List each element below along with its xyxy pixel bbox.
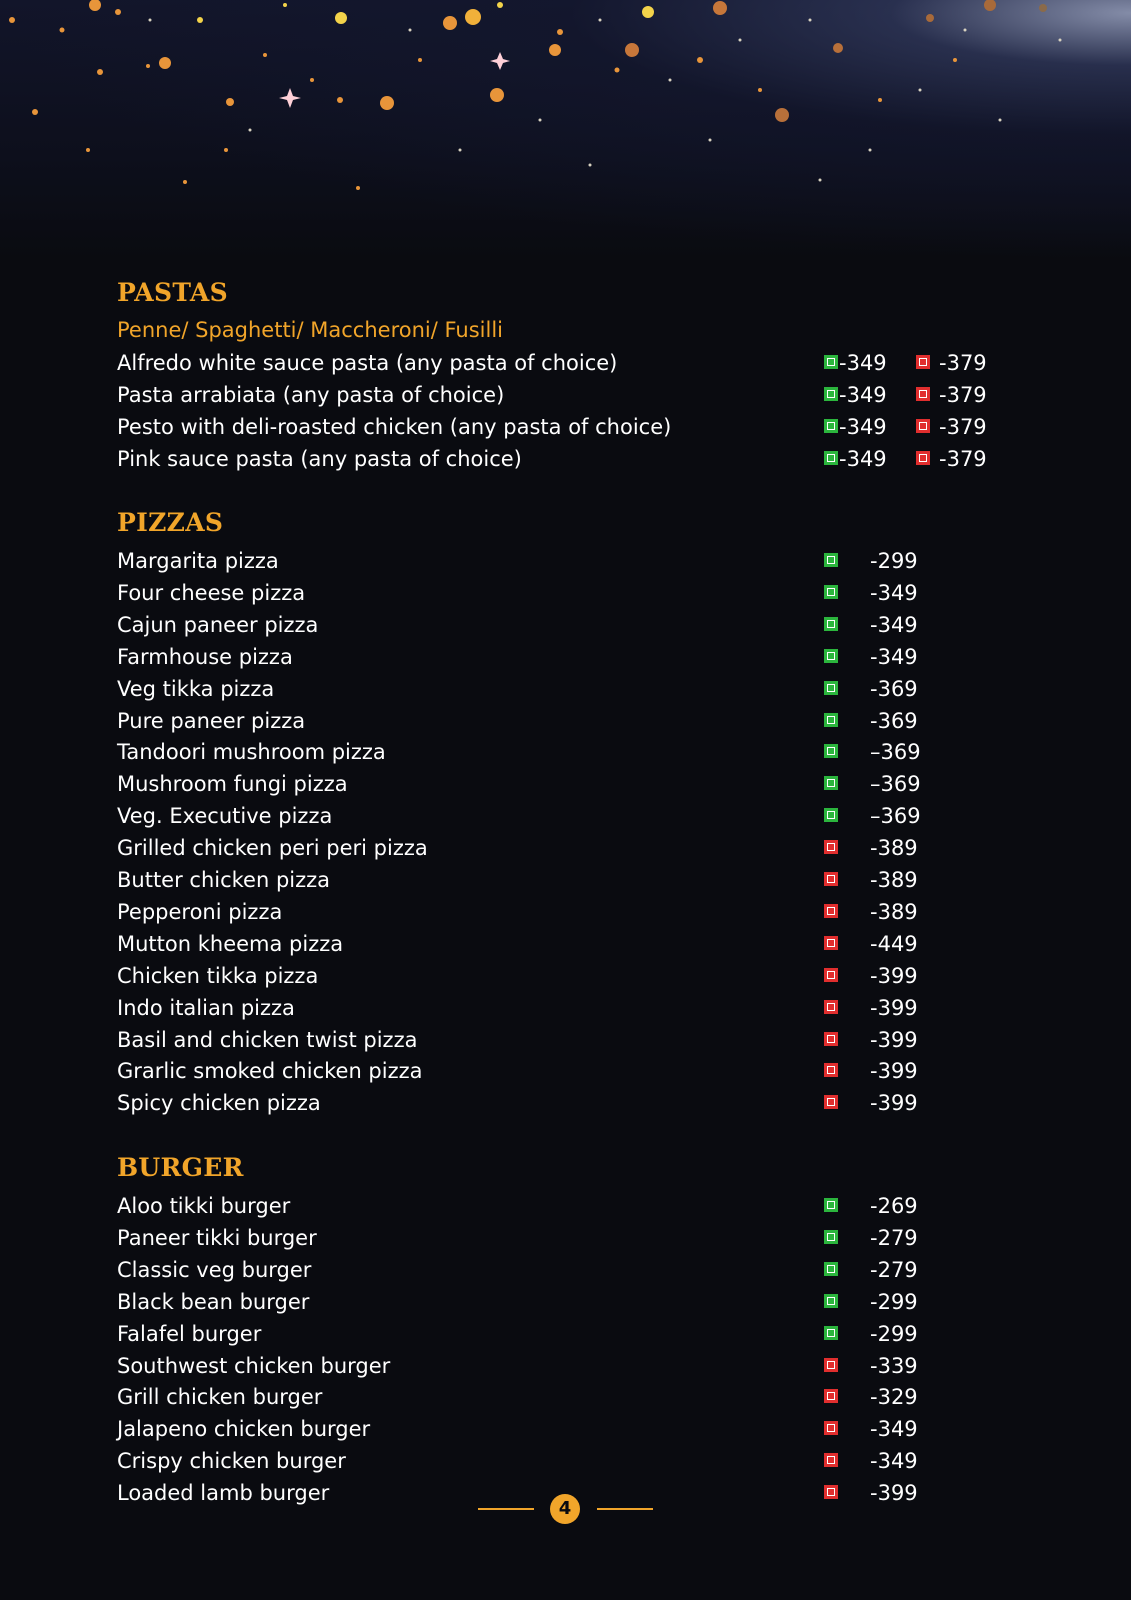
item-price: -399 <box>870 995 918 1020</box>
nonveg-icon <box>824 936 838 950</box>
menu-item <box>0 961 1131 991</box>
menu-item <box>0 546 1131 576</box>
menu-item <box>0 1382 1131 1412</box>
item-price: -329 <box>870 1385 918 1410</box>
item-price: -389 <box>870 868 918 892</box>
menu-item-name: Grill chicken burger <box>117 1385 323 1410</box>
nonveg-icon <box>824 840 838 854</box>
menu-item-name: Crispy chicken burger <box>117 1449 346 1474</box>
nonveg-price: -379 <box>939 446 987 471</box>
menu-item <box>0 1025 1131 1055</box>
menu-item-name: Aloo tikki burger <box>117 1194 291 1218</box>
menu-item-name: Jalapeno chicken burger <box>117 1417 371 1442</box>
nonveg-icon <box>916 387 930 401</box>
menu-item-name: Basil and chicken twist pizza <box>117 1027 418 1052</box>
nonveg-price: -379 <box>939 414 987 439</box>
menu-item <box>0 1223 1131 1253</box>
menu-item-name: Southwest chicken burger <box>117 1353 391 1378</box>
item-price: -349 <box>870 1449 918 1474</box>
section-title-pastas: PASTAS <box>117 278 228 307</box>
menu-item-name: Four cheese pizza <box>117 580 306 605</box>
menu-item-name: Chicken tikka pizza <box>117 963 319 988</box>
veg-icon <box>824 808 838 822</box>
section-title-pizzas: PIZZAS <box>117 508 224 537</box>
footer-divider-right <box>597 1508 653 1510</box>
item-price: -399 <box>870 1027 918 1052</box>
menu-item-name: Cajun paneer pizza <box>117 612 319 637</box>
menu-item-name: Mushroom fungi pizza <box>117 772 348 797</box>
nonveg-icon <box>916 355 930 369</box>
nonveg-icon <box>824 1421 838 1435</box>
item-price: -369 <box>870 676 918 701</box>
menu-item-name: Falafel burger <box>117 1321 262 1346</box>
menu-item-name: Loaded lamb burger <box>117 1481 330 1506</box>
footer-divider-left <box>478 1508 534 1510</box>
nonveg-icon <box>824 1358 838 1372</box>
veg-icon <box>824 1262 838 1276</box>
section-subtitle: Penne/ Spaghetti/ Maccheroni/ Fusilli <box>117 318 504 342</box>
menu-item <box>0 865 1131 895</box>
menu-item <box>0 993 1131 1023</box>
item-price: –369 <box>870 740 921 765</box>
menu-item <box>0 801 1131 831</box>
veg-icon <box>824 387 838 401</box>
item-price: -399 <box>870 1481 918 1506</box>
menu-item <box>0 1287 1131 1317</box>
item-price: -349 <box>870 580 918 605</box>
menu-item-name: Black bean burger <box>117 1289 310 1314</box>
nonveg-icon <box>824 872 838 886</box>
veg-icon <box>824 617 838 631</box>
nonveg-icon <box>824 904 838 918</box>
menu-item <box>0 1351 1131 1381</box>
page-number: 4 <box>550 1494 580 1524</box>
item-price: -279 <box>870 1225 918 1250</box>
veg-icon <box>824 1326 838 1340</box>
veg-icon <box>824 355 838 369</box>
menu-item-name: Veg tikka pizza <box>117 676 275 701</box>
menu-item <box>0 706 1131 736</box>
veg-icon <box>824 713 838 727</box>
veg-icon <box>824 419 838 433</box>
nonveg-price: -379 <box>939 351 987 375</box>
item-price: -369 <box>870 708 918 733</box>
menu-item <box>0 412 1131 442</box>
menu-item-name: Classic veg burger <box>117 1257 312 1282</box>
menu-item <box>0 1255 1131 1285</box>
menu-item <box>0 444 1131 474</box>
item-price: -449 <box>870 931 918 956</box>
veg-icon <box>824 649 838 663</box>
menu-item-name: Alfredo white sauce pasta (any pasta of choice) <box>117 351 618 375</box>
menu-item-name: Pepperoni pizza <box>117 899 283 924</box>
menu-item-name: Veg. Executive pizza <box>117 804 333 829</box>
veg-icon <box>824 1230 838 1244</box>
menu-item <box>0 1056 1131 1086</box>
menu-item <box>0 897 1131 927</box>
sparkle-decoration <box>0 0 1131 200</box>
menu-item-name: Mutton kheema pizza <box>117 931 344 956</box>
item-price: -399 <box>870 1091 918 1116</box>
nonveg-icon <box>824 1063 838 1077</box>
item-price: -279 <box>870 1257 918 1282</box>
menu-item-name: Butter chicken pizza <box>117 868 331 892</box>
veg-icon <box>824 585 838 599</box>
menu-item <box>0 769 1131 799</box>
item-price: -299 <box>870 549 918 573</box>
nonveg-icon <box>916 419 930 433</box>
veg-price: -349 <box>839 382 887 407</box>
item-price: -389 <box>870 836 918 861</box>
nonveg-icon <box>916 451 930 465</box>
menu-item <box>0 1191 1131 1221</box>
menu-item-name: Margarita pizza <box>117 549 279 573</box>
menu-item <box>0 929 1131 959</box>
menu-item <box>0 674 1131 704</box>
nonveg-icon <box>824 1095 838 1109</box>
menu-item-name: Grarlic smoked chicken pizza <box>117 1059 423 1084</box>
item-price: -389 <box>870 899 918 924</box>
menu-item-name: Indo italian pizza <box>117 995 295 1020</box>
menu-item <box>0 1088 1131 1118</box>
veg-price: -349 <box>839 351 887 375</box>
item-price: -349 <box>870 1417 918 1442</box>
nonveg-price: -379 <box>939 382 987 407</box>
menu-item-name: Pasta arrabiata (any pasta of choice) <box>117 382 505 407</box>
veg-price: -349 <box>839 446 887 471</box>
menu-item-name: Pesto with deli-roasted chicken (any pasta of choice) <box>117 414 672 439</box>
menu-item <box>0 1414 1131 1444</box>
menu-item <box>0 833 1131 863</box>
veg-icon <box>824 1198 838 1212</box>
menu-item <box>0 737 1131 767</box>
menu-item <box>0 380 1131 410</box>
menu-item <box>0 1319 1131 1349</box>
veg-icon <box>824 681 838 695</box>
menu-item <box>0 578 1131 608</box>
item-price: –369 <box>870 804 921 829</box>
veg-icon <box>824 776 838 790</box>
section-title-burger: BURGER <box>117 1153 244 1182</box>
menu-item-name: Pink sauce pasta (any pasta of choice) <box>117 446 522 471</box>
nonveg-icon <box>824 1389 838 1403</box>
menu-item-name: Grilled chicken peri peri pizza <box>117 836 428 861</box>
item-price: -349 <box>870 644 918 669</box>
menu-item-name: Spicy chicken pizza <box>117 1091 321 1116</box>
item-price: -399 <box>870 963 918 988</box>
veg-price: -349 <box>839 414 887 439</box>
nonveg-icon <box>824 1453 838 1467</box>
menu-item <box>0 1446 1131 1476</box>
nonveg-icon <box>824 1032 838 1046</box>
menu-item-name: Tandoori mushroom pizza <box>117 740 386 765</box>
veg-icon <box>824 553 838 567</box>
item-price: -399 <box>870 1059 918 1084</box>
item-price: -299 <box>870 1289 918 1314</box>
menu-item <box>0 348 1131 378</box>
nonveg-icon <box>824 968 838 982</box>
veg-icon <box>824 744 838 758</box>
menu-item-name: Paneer tikki burger <box>117 1225 317 1250</box>
item-price: -299 <box>870 1321 918 1346</box>
veg-icon <box>824 451 838 465</box>
nonveg-icon <box>824 1000 838 1014</box>
item-price: -269 <box>870 1194 918 1218</box>
menu-item-name: Farmhouse pizza <box>117 644 293 669</box>
page-footer <box>0 1494 1131 1524</box>
menu-item-name: Pure paneer pizza <box>117 708 306 733</box>
item-price: –369 <box>870 772 921 797</box>
veg-icon <box>824 1294 838 1308</box>
item-price: -339 <box>870 1353 918 1378</box>
menu-item <box>0 610 1131 640</box>
menu-item <box>0 642 1131 672</box>
item-price: -349 <box>870 612 918 637</box>
